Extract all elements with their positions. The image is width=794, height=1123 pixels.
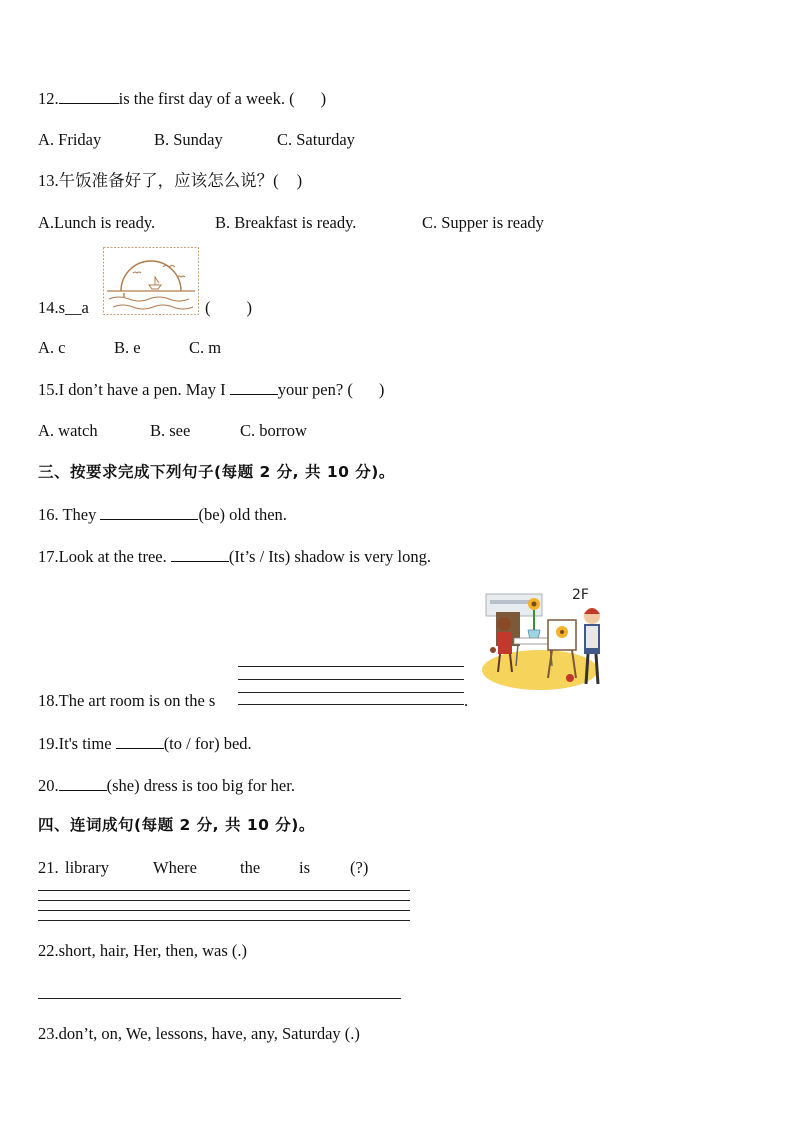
q15-text-1: 15.I don’t have a pen. May I	[38, 380, 226, 399]
question-13	[38, 171, 302, 191]
q22-answer-line[interactable]	[38, 998, 401, 999]
question-14	[38, 298, 89, 318]
q18-answer-line[interactable]	[238, 704, 464, 705]
q21-guide-line-1	[38, 890, 410, 891]
q15-option-c[interactable]: C. borrow	[240, 421, 307, 440]
q12-option-c[interactable]: C. Saturday	[277, 130, 355, 149]
q21-word-5: (?)	[350, 858, 369, 877]
q17-blank[interactable]	[171, 546, 229, 562]
q12-blank[interactable]	[59, 88, 119, 104]
q21-answer-line[interactable]	[38, 920, 410, 921]
q13-options	[38, 213, 544, 233]
question-17	[38, 546, 431, 567]
q18-guide-line-1	[238, 666, 464, 667]
q18-period: .	[464, 691, 469, 710]
q12-options	[38, 130, 355, 150]
q15-blank[interactable]	[230, 379, 278, 395]
q14-option-c[interactable]: C. m	[189, 338, 222, 357]
question-20	[38, 775, 295, 796]
q16-blank[interactable]	[100, 504, 198, 520]
q14-option-b[interactable]: B. e	[114, 338, 141, 357]
question-23: 23.don’t, on, We, lessons, have, any, Saturday (.)	[38, 1024, 360, 1043]
question-18	[38, 691, 215, 711]
art-room-picture	[478, 582, 608, 704]
q21-word-2: Where	[153, 858, 197, 877]
q14-option-a[interactable]: A. c	[38, 338, 66, 357]
q16-number: 16. They	[38, 505, 97, 524]
q18-guide-line-3	[238, 692, 464, 693]
q12-option-a[interactable]: A. Friday	[38, 130, 102, 149]
floor-label-2f: 2F	[572, 587, 589, 603]
q21-word-3: the	[240, 858, 261, 877]
q14-open-paren: (	[205, 298, 211, 317]
q14-text: 14.s__a	[38, 298, 89, 317]
section-4-title: 四、连词成句(每题 2 分, 共 10 分)。	[38, 816, 315, 834]
q20-blank[interactable]	[59, 775, 107, 791]
q14-options	[38, 338, 221, 358]
q15-text-2: your pen? (	[277, 380, 353, 399]
q13-close-paren: )	[296, 171, 303, 190]
question-15	[38, 379, 384, 400]
q13-option-c[interactable]: C. Supper is ready	[422, 213, 544, 232]
q14-paren	[205, 298, 252, 318]
q12-close-paren: )	[320, 89, 327, 108]
question-19	[38, 733, 252, 754]
q21-number: 21.	[38, 858, 59, 877]
q17-text-1: 17.Look at the tree.	[38, 547, 167, 566]
q18-text: 18.The art room is on the s	[38, 691, 216, 710]
q15-option-a[interactable]: A. watch	[38, 421, 98, 440]
q15-option-b[interactable]: B. see	[150, 421, 191, 440]
q12-option-b[interactable]: B. Sunday	[154, 130, 223, 149]
q13-option-a[interactable]: A.Lunch is ready.	[38, 213, 156, 232]
q12-number: 12.	[38, 89, 59, 108]
q21-word-1: library	[65, 858, 109, 877]
q12-text: is the first day of a week. (	[118, 89, 295, 108]
q21-word-4: is	[299, 858, 311, 877]
q21-guide-line-2	[38, 900, 410, 901]
q20-text: (she) dress is too big for her.	[106, 776, 295, 795]
question-22: 22.short, hair, Her, then, was (.)	[38, 941, 247, 960]
q19-blank[interactable]	[116, 733, 164, 749]
q19-text-2: (to / for) bed.	[163, 734, 252, 753]
q15-close-paren: )	[378, 380, 385, 399]
question-12	[38, 88, 326, 109]
q16-text: (be) old then.	[198, 505, 287, 524]
q17-text-2: (It’s / Its) shadow is very long.	[228, 547, 431, 566]
q20-number: 20.	[38, 776, 59, 795]
q13-text: 13.午饭准备好了，应该怎么说？(	[38, 171, 279, 190]
q13-option-b[interactable]: B. Breakfast is ready.	[215, 213, 357, 232]
question-16	[38, 504, 287, 525]
q21-guide-line-3	[38, 910, 410, 911]
q14-close-paren: )	[246, 298, 252, 317]
sunset-sea-picture	[103, 247, 199, 315]
section-3-title: 三、按要求完成下列句子(每题 2 分, 共 10 分)。	[38, 463, 395, 481]
q19-text-1: 19.It's time	[38, 734, 112, 753]
q15-options	[38, 421, 307, 441]
q18-guide-line-2	[238, 679, 464, 680]
